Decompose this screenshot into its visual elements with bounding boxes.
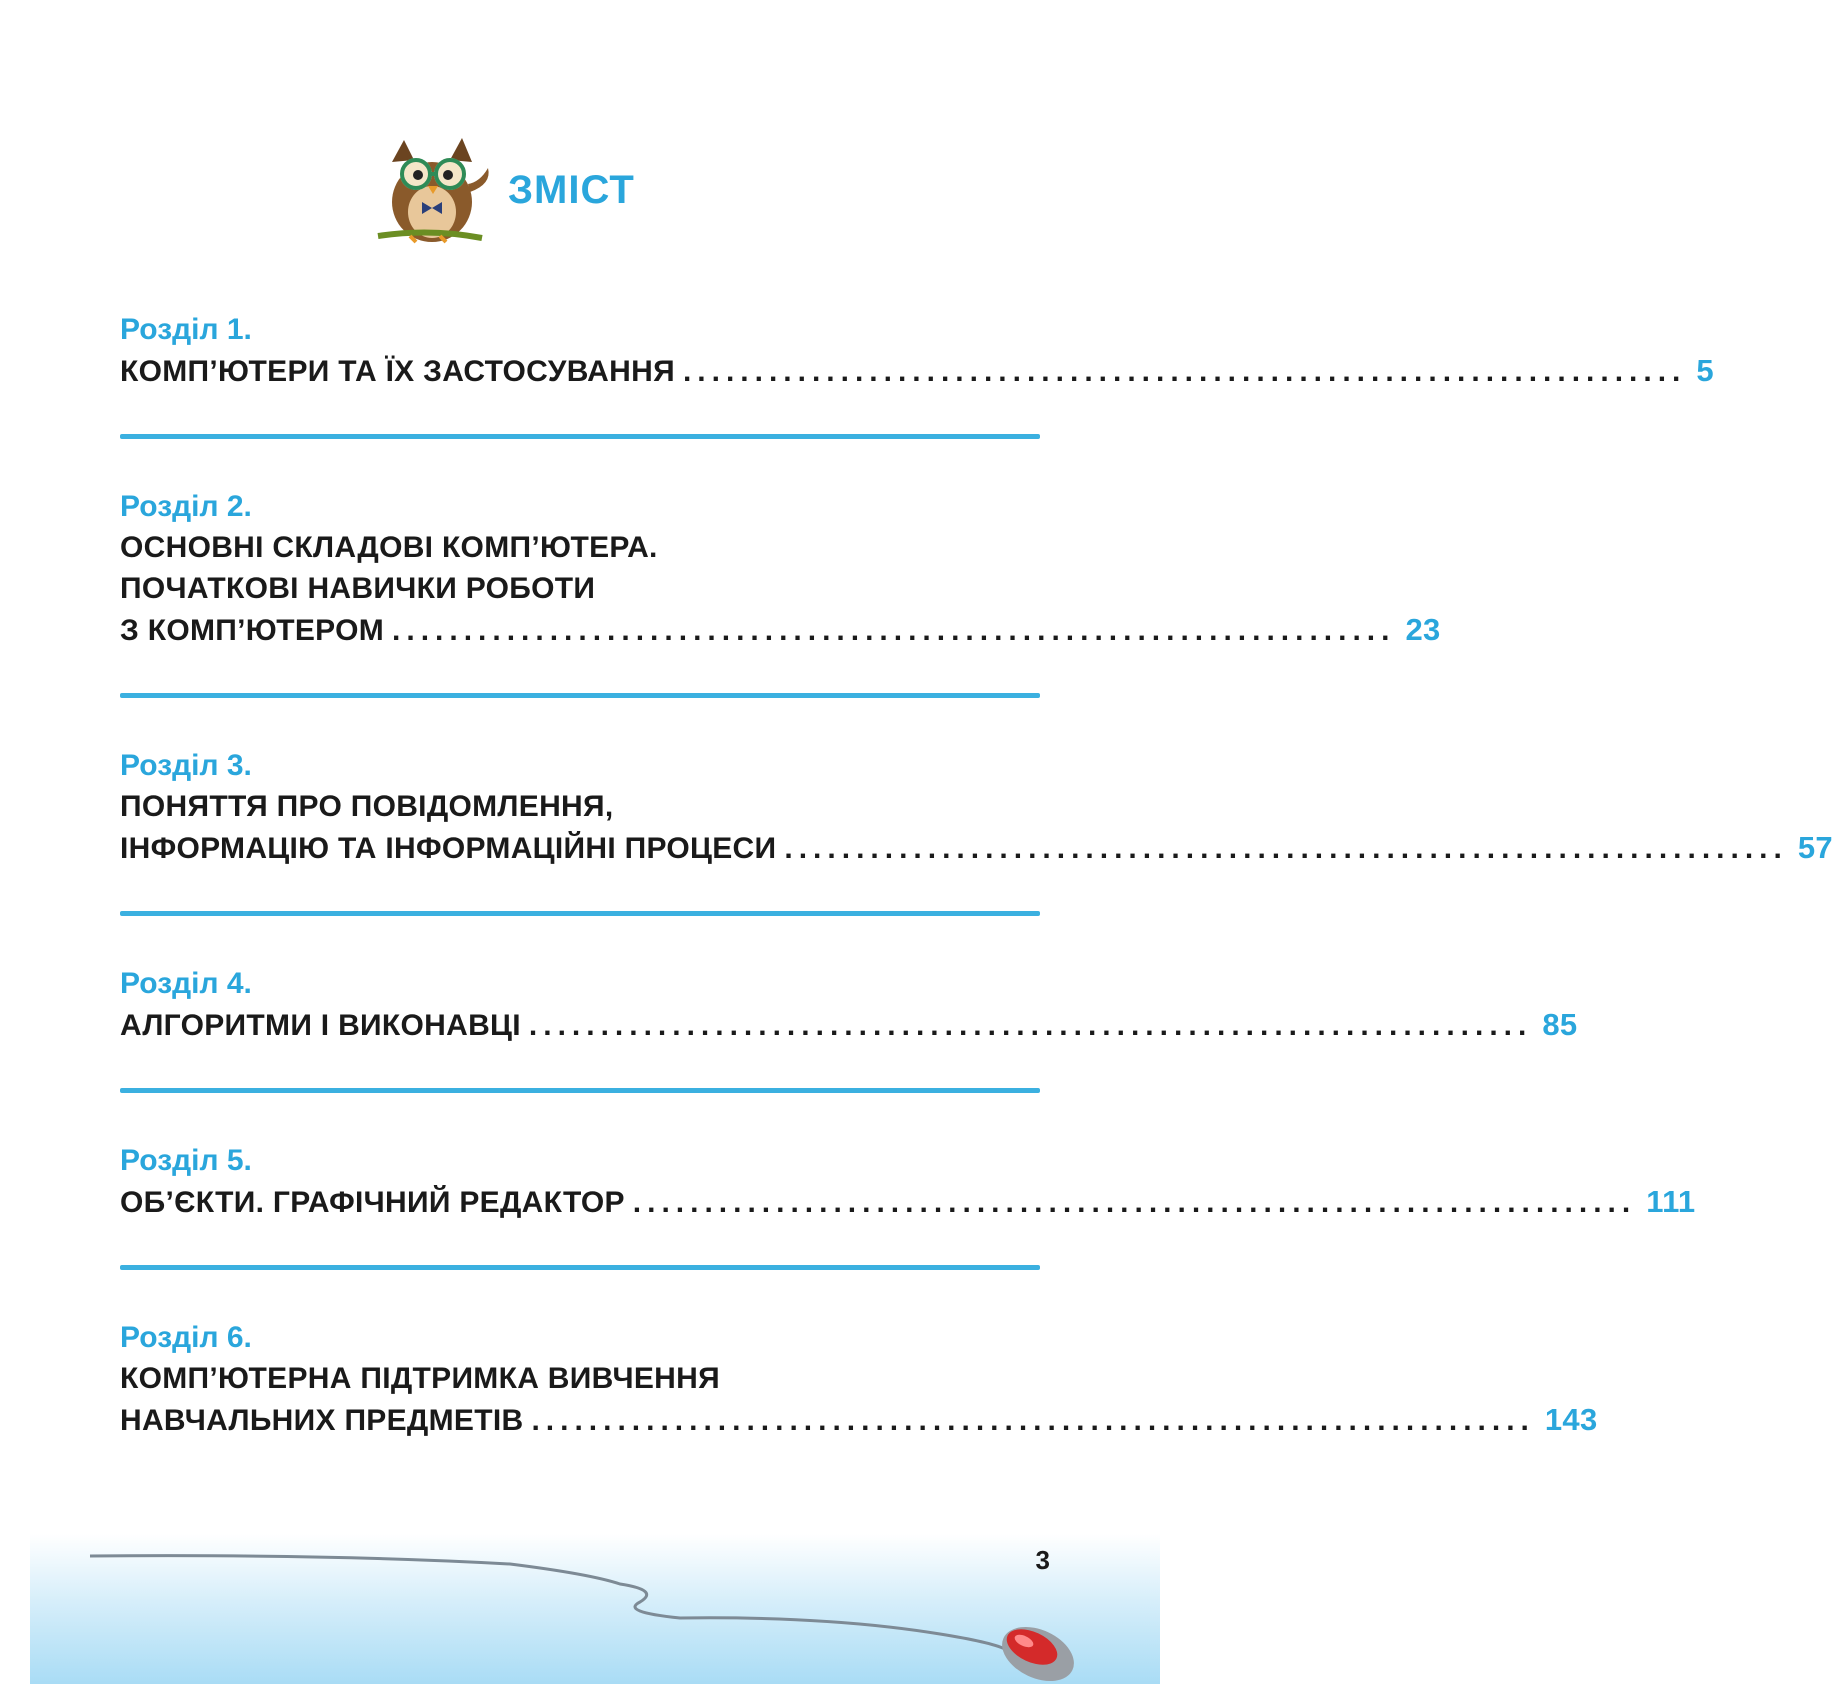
dot-leader: ...................................................................... xyxy=(528,1009,1533,1042)
section-divider xyxy=(120,434,1040,439)
page-number: 3 xyxy=(1035,1545,1050,1575)
section-divider xyxy=(120,693,1040,698)
section-label: Розділ 6. xyxy=(120,1321,252,1354)
section-title-line: ПОНЯТТЯ ПРО ПОВІДОМЛЕННЯ, xyxy=(120,790,614,823)
section-label: Розділ 5. xyxy=(120,1144,252,1177)
owl-icon xyxy=(370,132,498,248)
toc-section-3[interactable] xyxy=(120,746,1833,869)
section-label: Розділ 3. xyxy=(120,749,252,782)
page-number-link[interactable]: 85 xyxy=(1542,1007,1578,1042)
page-number-link[interactable]: 143 xyxy=(1544,1402,1598,1437)
section-label: Розділ 1. xyxy=(120,313,252,346)
section-label: Розділ 2. xyxy=(120,490,252,523)
section-title-line: ІНФОРМАЦІЮ ТА ІНФОРМАЦІЙНІ ПРОЦЕСИ xyxy=(120,832,777,865)
toc-section-6[interactable] xyxy=(120,1318,1598,1441)
footer-band xyxy=(30,1534,1160,1684)
dot-leader: ...................................................................... xyxy=(682,355,1687,388)
page-number-link[interactable]: 111 xyxy=(1646,1184,1696,1219)
section-title-line: КОМП’ЮТЕРНА ПІДТРИМКА ВИВЧЕННЯ xyxy=(120,1362,720,1395)
page-title: ЗМІСТ xyxy=(508,167,635,212)
dot-leader: ...................................................................... xyxy=(531,1404,1535,1437)
mouse-cable-decoration xyxy=(30,1534,1160,1684)
dot-leader: ...................................................................... xyxy=(392,614,1396,647)
section-title-line: НАВЧАЛЬНИХ ПРЕДМЕТІВ xyxy=(120,1404,524,1437)
page-number-link[interactable]: 57 xyxy=(1797,830,1833,865)
section-divider xyxy=(120,911,1040,916)
section-title-line: КОМП’ЮТЕРИ ТА ЇХ ЗАСТОСУВАННЯ xyxy=(120,355,675,388)
section-title-line: З КОМП’ЮТЕРОМ xyxy=(120,614,385,647)
toc-section-2[interactable] xyxy=(120,487,1441,651)
section-title-line: ОСНОВНІ СКЛАДОВІ КОМП’ЮТЕРА. xyxy=(120,531,658,564)
section-title-line: АЛГОРИТМИ І ВИКОНАВЦІ xyxy=(120,1009,521,1042)
dot-leader: ...................................................................... xyxy=(632,1186,1637,1219)
page-header xyxy=(370,130,635,250)
computer-mouse-icon xyxy=(993,1616,1082,1684)
dot-leader: ...................................................................... xyxy=(784,832,1788,865)
section-divider xyxy=(120,1088,1040,1093)
section-title-line: ОБ’ЄКТИ. ГРАФІЧНИЙ РЕДАКТОР xyxy=(120,1186,625,1219)
toc-section-1[interactable] xyxy=(120,310,1714,392)
toc-section-5[interactable] xyxy=(120,1141,1696,1223)
section-divider xyxy=(120,1265,1040,1270)
section-title-line: ПОЧАТКОВІ НАВИЧКИ РОБОТИ xyxy=(120,572,596,605)
page-number-link[interactable]: 23 xyxy=(1405,612,1441,647)
table-of-contents xyxy=(120,310,1833,1441)
toc-section-4[interactable] xyxy=(120,964,1578,1046)
page-number-link[interactable]: 5 xyxy=(1696,353,1714,388)
section-label: Розділ 4. xyxy=(120,967,252,1000)
